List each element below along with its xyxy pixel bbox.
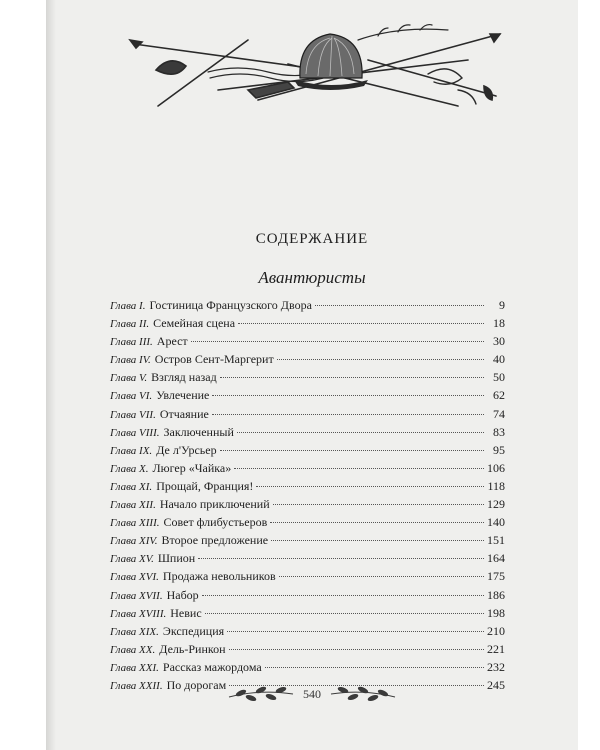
chapter-page-number: 140 [487, 515, 505, 530]
dot-leader [234, 467, 484, 469]
toc-entry [110, 332, 505, 350]
chapter-title: Остров Сент-Маргерит [154, 352, 274, 367]
book-page [46, 0, 578, 750]
chapter-label: Глава VIII. [110, 426, 160, 439]
chapter-title: Арест [156, 334, 188, 349]
page-footer [227, 683, 397, 705]
toc-entry [110, 549, 505, 567]
dot-leader [270, 521, 484, 523]
dot-leader [277, 358, 484, 360]
chapter-title: По дорогам [166, 677, 227, 692]
dot-leader [191, 340, 484, 342]
chapter-title: Люгер «Чайка» [152, 460, 232, 475]
chapter-title: Экспедиция [162, 623, 225, 638]
chapter-page-number: 106 [487, 460, 505, 475]
chapter-title: Набор [166, 587, 199, 602]
chapter-label: Глава XII. [110, 499, 156, 512]
chapter-page-number: 40 [493, 352, 505, 367]
dot-leader [271, 539, 484, 541]
dot-leader [227, 630, 484, 632]
chapter-label: Глава II. [110, 318, 150, 331]
chapter-title: Прощай, Франция! [156, 478, 254, 493]
chapter-label: Глава XV. [110, 553, 154, 566]
chapter-title: Рассказ мажордома [162, 659, 262, 674]
chapter-page-number: 245 [487, 677, 505, 692]
dot-leader [220, 376, 484, 378]
chapter-label: Глава V. [110, 372, 148, 385]
chapter-label: Глава VI. [110, 390, 153, 403]
dot-leader [315, 304, 484, 306]
weapons-trophy-icon [128, 20, 508, 110]
chapter-label: Глава XVIII. [110, 607, 167, 620]
chapter-label: Глава XIV. [110, 535, 158, 548]
chapter-label: Глава IV. [110, 354, 151, 367]
chapter-page-number: 118 [487, 478, 505, 493]
chapter-title: Отчаяние [159, 406, 209, 421]
chapter-page-number: 18 [493, 316, 505, 331]
chapter-page-number: 210 [487, 623, 505, 638]
toc-entry [110, 296, 505, 314]
dot-leader [237, 431, 484, 433]
chapter-label: Глава VII. [110, 408, 156, 421]
dot-leader [265, 666, 484, 668]
chapter-page-number: 151 [487, 533, 505, 548]
chapter-page-number: 186 [487, 587, 505, 602]
chapter-title: Семейная сцена [153, 316, 236, 331]
chapter-page-number: 232 [487, 659, 505, 674]
chapter-label: Глава XXI. [110, 661, 159, 674]
dot-leader [198, 557, 484, 559]
toc-entry [110, 640, 505, 658]
dot-leader [202, 594, 484, 596]
chapter-page-number: 164 [487, 551, 505, 566]
toc-entry [110, 405, 505, 423]
chapter-label: Глава XVII. [110, 589, 163, 602]
dot-leader [279, 575, 484, 577]
chapter-label: Глава XI. [110, 480, 153, 493]
chapter-page-number: 175 [487, 569, 505, 584]
section-title: Авантюристы [258, 268, 366, 287]
toc-entry [110, 350, 505, 368]
chapter-page-number: 9 [499, 298, 505, 312]
chapter-title: Шпион [157, 551, 196, 566]
chapter-page-number: 62 [493, 388, 505, 403]
toc-entry [110, 423, 505, 441]
chapter-label: Глава XXII. [110, 679, 163, 692]
chapter-title: Продажа невольников [162, 569, 276, 584]
toc-entry [110, 531, 505, 549]
toc-entry [110, 441, 505, 459]
spine-shadow [46, 0, 56, 750]
chapter-title: Взгляд назад [151, 370, 217, 385]
chapter-page-number: 83 [493, 424, 505, 439]
chapter-title: Гостиница Французского Двора [149, 298, 312, 312]
table-of-contents [110, 296, 505, 694]
chapter-title: Заключенный [163, 424, 234, 439]
chapter-title: Второе предложение [161, 533, 269, 548]
chapter-page-number: 50 [493, 370, 505, 385]
dot-leader [229, 648, 484, 650]
toc-entry [110, 658, 505, 676]
toc-entry [110, 477, 505, 495]
toc-entry [110, 314, 505, 332]
chapter-label: Глава XVI. [110, 571, 159, 584]
toc-entry [110, 567, 505, 585]
chapter-title: Невис [170, 605, 202, 620]
chapter-label: Глава XIII. [110, 517, 160, 530]
dot-leader [212, 413, 484, 415]
chapter-title: Совет флибустьеров [163, 515, 268, 530]
chapter-title: Начало приключений [159, 497, 270, 512]
chapter-title: Увлечение [156, 388, 210, 403]
chapter-label: Глава XX. [110, 643, 156, 656]
dot-leader [273, 503, 484, 505]
contents-heading: СОДЕРЖАНИЕ [255, 231, 369, 247]
dot-leader [238, 322, 484, 324]
chapter-page-number: 74 [493, 406, 505, 421]
chapter-page-number: 198 [487, 605, 505, 620]
chapter-page-number: 95 [493, 442, 505, 457]
chapter-label: Глава I. [110, 300, 146, 312]
toc-entry [110, 368, 505, 386]
chapter-page-number: 30 [493, 334, 505, 349]
toc-entry [110, 622, 505, 640]
toc-entry [110, 604, 505, 622]
chapter-label: Глава III. [110, 336, 153, 349]
chapter-page-number: 129 [487, 497, 505, 512]
chapter-label: Глава IX. [110, 444, 153, 457]
chapter-label: Глава XIX. [110, 625, 159, 638]
toc-entry [110, 386, 505, 404]
chapter-page-number: 221 [487, 641, 505, 656]
page-number: 540 [303, 687, 321, 701]
chapter-title: Де л'Урсьер [156, 442, 217, 457]
chapter-title: Дель-Ринкон [159, 641, 226, 656]
toc-entry [110, 495, 505, 513]
toc-entry [110, 459, 505, 477]
dot-leader [205, 612, 484, 614]
toc-entry [110, 513, 505, 531]
chapter-label: Глава X. [110, 462, 149, 475]
dot-leader [256, 485, 484, 487]
dot-leader [212, 394, 484, 396]
toc-entry [110, 586, 505, 604]
dot-leader [220, 449, 484, 451]
